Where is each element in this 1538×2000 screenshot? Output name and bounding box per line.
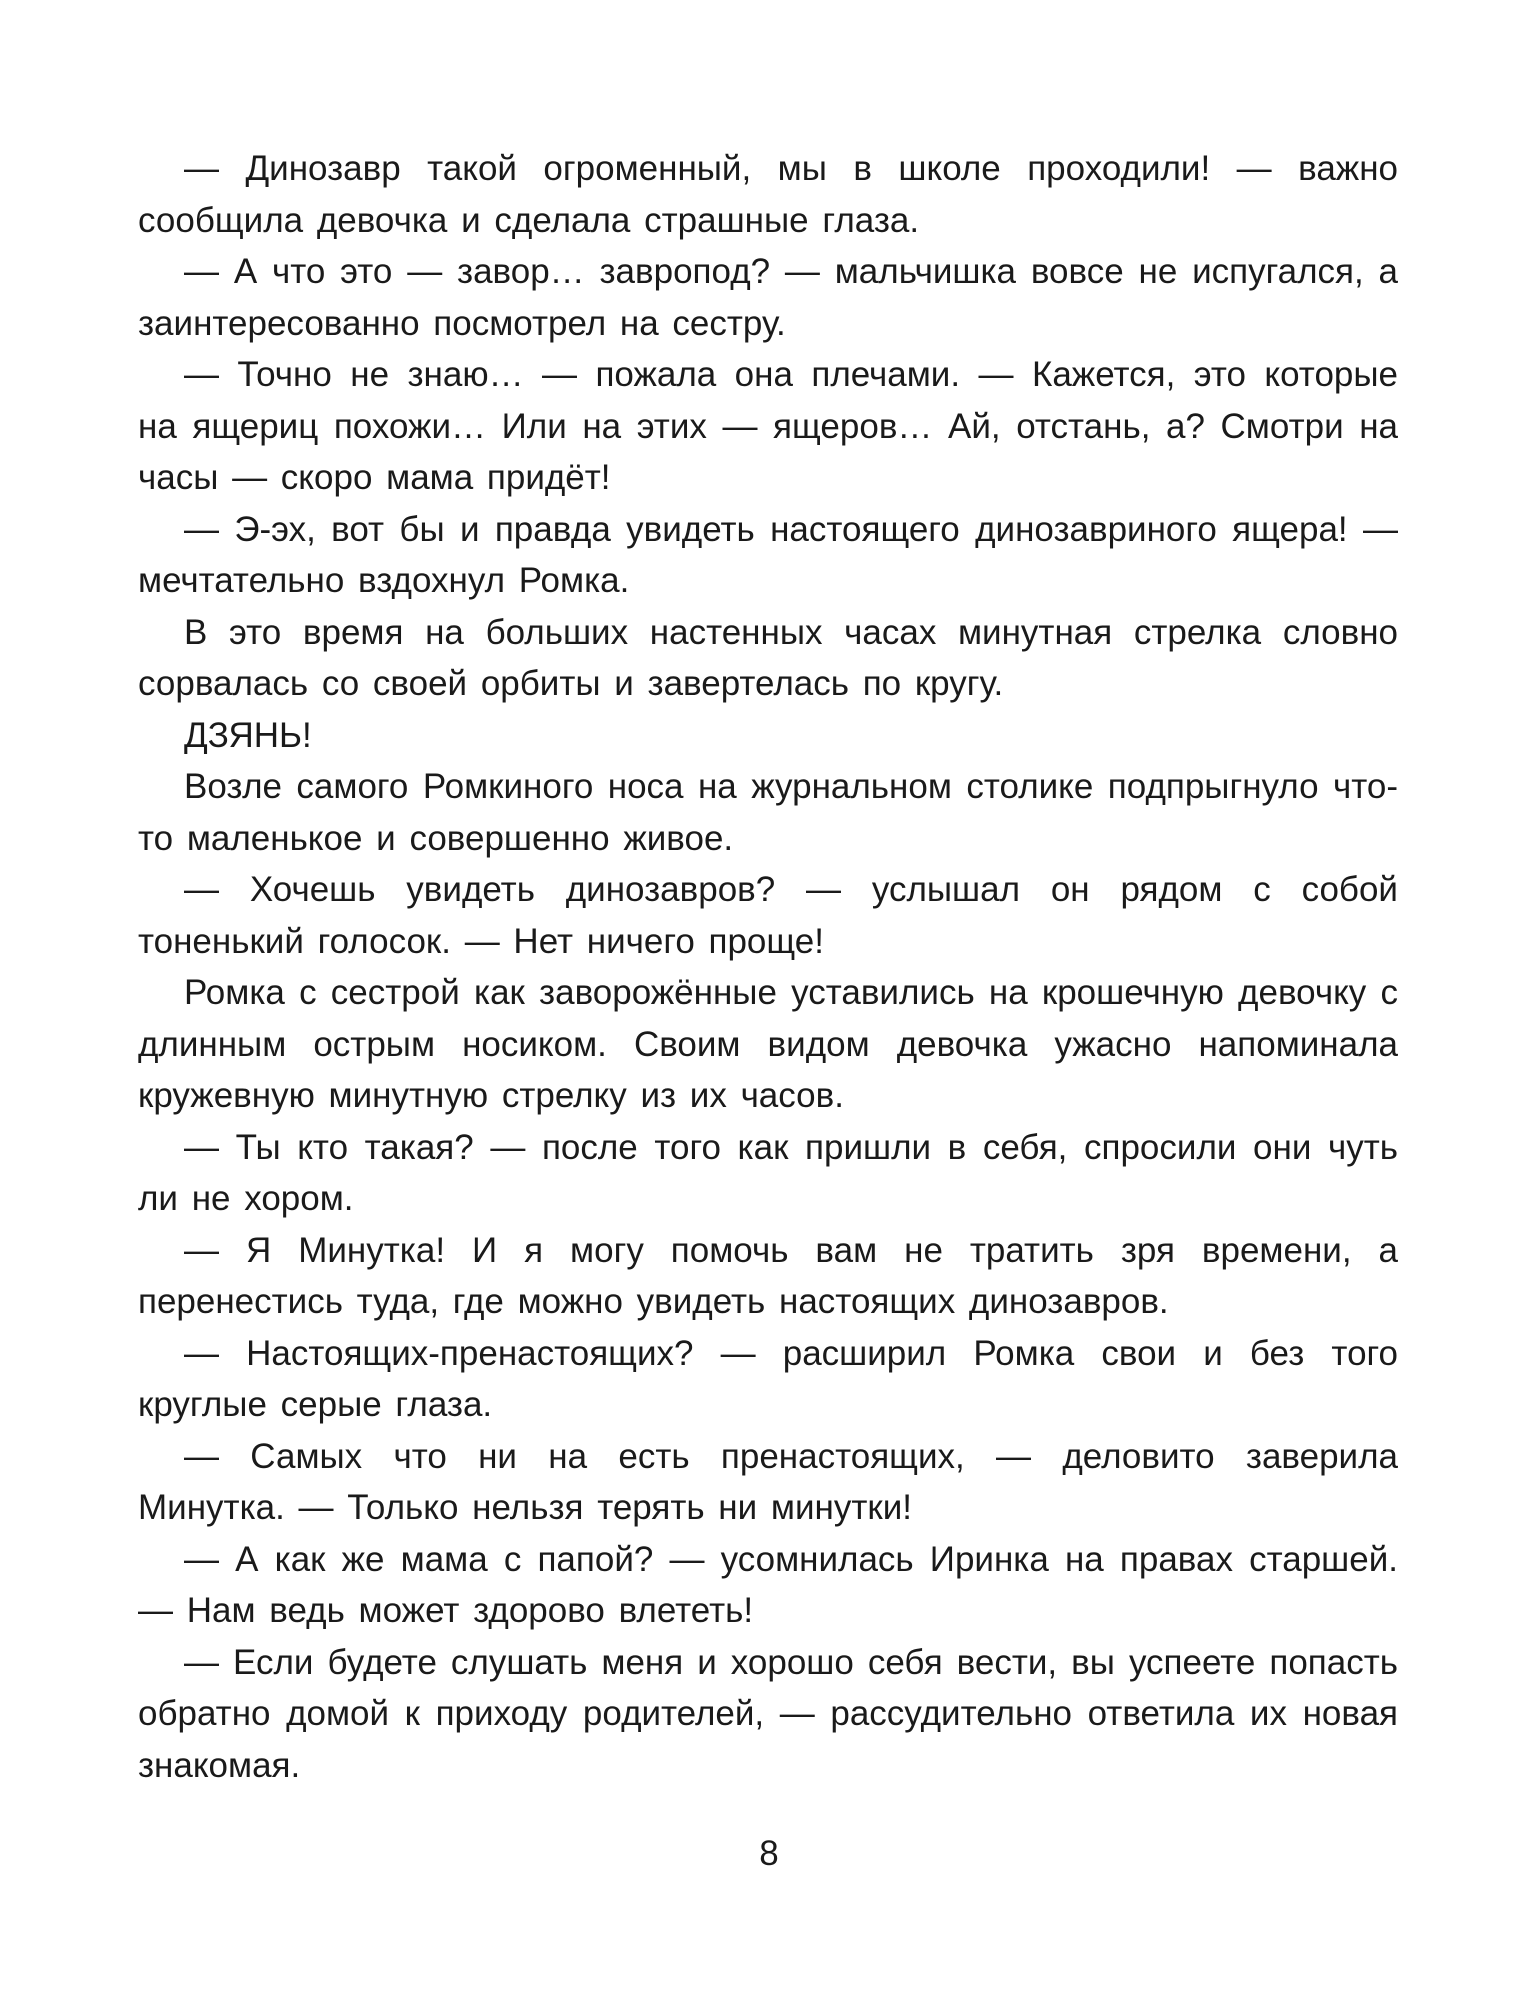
paragraph: — Динозавр такой огроменный, мы в школе проходили! — важно сообщила девочка и сделала страшные глаза. [138, 149, 1398, 240]
paragraph: — Ты кто такая? — после того как пришли в себя, спросили они чуть ли не хором. [138, 1127, 1398, 1218]
paragraph: — Самых что ни на есть пренастоящих, — деловито заверила Минутка. — Только нельзя терять ни минутки! [138, 1436, 1398, 1527]
paragraph: — Точно не знаю… — пожала она плечами. — Кажется, это которые на ящериц похожи… Или на этих — ящеров… Ай, отстань, а? Смотри на часы — скоро мама придёт! [138, 355, 1398, 497]
body-text [138, 143, 1398, 1791]
paragraph: В это время на больших настенных часах минутная стрелка словно сорвалась со своей орбиты и завертелась по кругу. [138, 612, 1398, 703]
paragraph: — А как же мама с папой? — усомнилась Иринка на правах старшей. — Нам ведь может здорово влететь! [138, 1539, 1398, 1630]
paragraph: — Настоящих-пренастоящих? — расширил Ромка свои и без того круглые серые глаза. [138, 1333, 1398, 1424]
page-number: 8 [759, 1834, 779, 1873]
paragraph: — Хочешь увидеть динозавров? — услышал он рядом с собой тоненький голосок. — Нет ничего проще! [138, 870, 1398, 961]
paragraph: ДЗЯНЬ! [184, 715, 312, 755]
paragraph: Ромка с сестрой как заворожённые уставились на крошечную девочку с длинным острым носиком. Своим видом девочка ужасно напоминала кружевную минутную стрелку из их часов. [138, 973, 1398, 1115]
paragraph: — Э-эх, вот бы и правда увидеть настоящего динозавриного ящера! — мечтательно вздохнул Ромка. [138, 509, 1398, 600]
paragraph: — Я Минутка! И я могу помочь вам не тратить зря времени, а перенестись туда, где можно увидеть настоящих динозавров. [138, 1230, 1398, 1321]
paragraph: — Если будете слушать меня и хорошо себя вести, вы успеете попасть обратно домой к приходу родителей, — рассудительно ответила их новая знакомая. [138, 1642, 1398, 1785]
paragraph: Возле самого Ромкиного носа на журнальном столике подпрыгнуло что-то маленькое и совершенно живое. [138, 767, 1398, 858]
paragraph: — А что это — завор… завропод? — мальчишка вовсе не испугался, а заинтересованно посмотрел на сестру. [138, 252, 1398, 343]
